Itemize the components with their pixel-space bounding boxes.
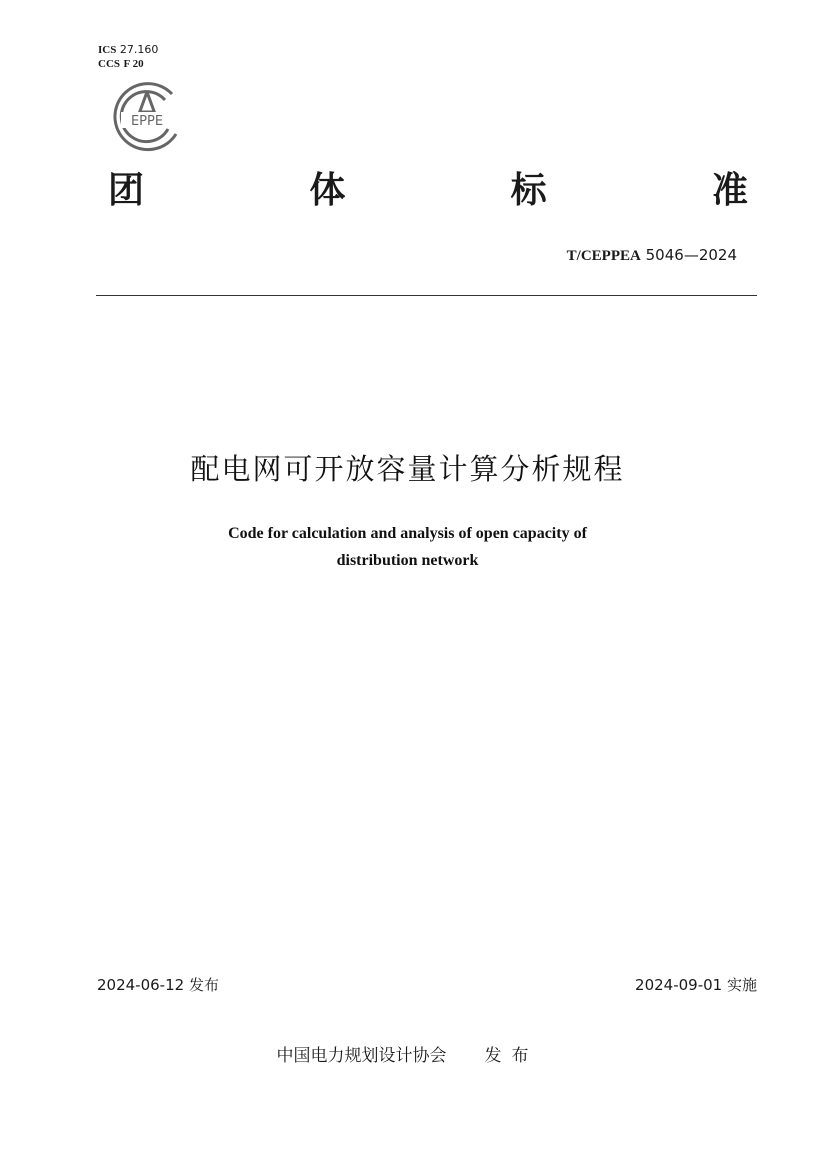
standard-number xyxy=(567,246,737,265)
ics-label: ICS xyxy=(98,44,117,56)
ccs-label: CCS xyxy=(98,58,121,70)
logo-text: EPPE xyxy=(130,114,164,129)
association-logo xyxy=(106,78,188,156)
english-title xyxy=(0,520,815,574)
english-title-line-2: distribution network xyxy=(336,552,479,569)
standard-type-char-4: 准 xyxy=(711,170,748,211)
ics-code: 27.160 xyxy=(119,43,159,56)
chinese-title: 配电网可开放容量计算分析规程 xyxy=(190,452,625,486)
issue-date: 2024-06-12 发布 xyxy=(97,976,219,994)
implementation-date: 2024-09-01 实施 xyxy=(635,976,757,994)
issuer xyxy=(0,1041,815,1066)
issuer-name: 中国电力规划设计协会 xyxy=(276,1046,447,1066)
standard-type-char-3: 标 xyxy=(510,170,547,211)
standard-number-value: 5046—2024 xyxy=(645,246,737,264)
english-title-line-1: Code for calculation and analysis of open capacity of xyxy=(228,525,587,542)
ccs-code: F 20 xyxy=(123,58,144,70)
classification-codes xyxy=(98,43,158,71)
issuer-action: 发布 xyxy=(484,1046,539,1066)
standard-type xyxy=(108,168,748,214)
ics-line xyxy=(98,43,158,57)
ccs-line xyxy=(98,57,158,71)
standard-number-prefix: T/CEPPEA xyxy=(566,248,641,264)
header-divider xyxy=(96,295,757,296)
standard-type-char-1: 团 xyxy=(108,170,145,211)
standard-type-char-2: 体 xyxy=(309,170,346,211)
